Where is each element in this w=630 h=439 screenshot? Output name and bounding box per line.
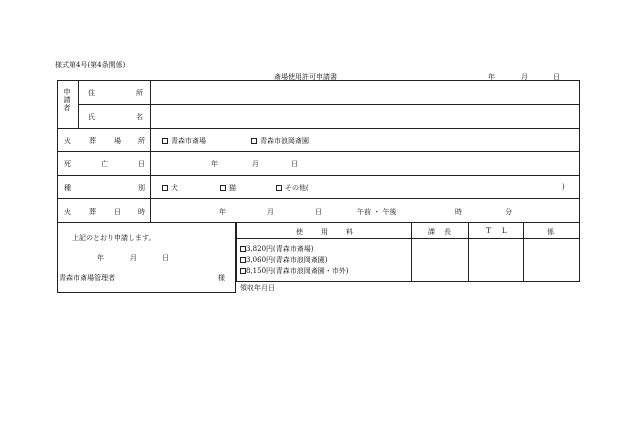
name-field[interactable] (152, 106, 578, 127)
death-day: 日 (291, 160, 298, 168)
cremation-place-label-2: 葬 (89, 137, 96, 145)
option-dog[interactable]: 犬 (162, 183, 178, 193)
cremation-place-label-3: 場 (114, 137, 121, 145)
fee-header-3: 料 (346, 228, 353, 236)
checkbox[interactable] (251, 138, 257, 144)
chief-label-1: 課 (428, 228, 435, 236)
death-date-label-1: 死 (64, 160, 71, 168)
kind-label-2: 別 (138, 184, 145, 192)
fee-header-2: 用 (321, 228, 328, 236)
fee-header-1: 使 (296, 228, 303, 236)
fee-item-3[interactable]: 8,150円(青森市浪岡斎園・市外) (240, 266, 349, 276)
cremation-month: 月 (267, 208, 274, 216)
cremation-day: 日 (315, 208, 322, 216)
cremation-dt-label-4: 時 (138, 208, 145, 216)
cremation-place-label-4: 所 (138, 137, 145, 145)
death-year: 年 (211, 160, 218, 168)
option-cat[interactable]: 猫 (220, 183, 236, 193)
death-date-label-2: 亡 (101, 160, 108, 168)
col-divider (523, 222, 524, 282)
tl-label-1: T (486, 227, 491, 235)
address-label-1: 住 (88, 89, 95, 97)
name-label-1: 氏 (88, 113, 95, 121)
checkbox[interactable] (162, 185, 168, 191)
name-label-2: 名 (136, 113, 143, 121)
cremation-dt-label-2: 葬 (89, 208, 96, 216)
option-aomori-saijo[interactable]: 青森市斎場 (162, 136, 206, 146)
kind-label-1: 種 (64, 184, 71, 192)
form-title: 斎場使用許可申請書 (274, 73, 337, 81)
chief-label-2: 長 (444, 228, 451, 236)
fee-item-2[interactable]: 3,060円(青森市浪岡斎園) (240, 255, 328, 265)
header-month: 月 (521, 73, 528, 81)
cremation-dt-label-3: 日 (114, 208, 121, 216)
request-month: 月 (130, 254, 137, 262)
staff-label: 係 (547, 228, 554, 236)
header-day: 日 (553, 73, 560, 81)
cremation-minute: 分 (505, 208, 512, 216)
applicant-label: 申請者 (63, 88, 71, 112)
address-label-2: 所 (136, 89, 143, 97)
addressee-sama: 様 (218, 274, 225, 282)
cremation-place-label-1: 火 (64, 137, 71, 145)
checkbox[interactable] (276, 185, 282, 191)
col-divider (468, 222, 469, 282)
cremation-hour: 時 (455, 208, 462, 216)
death-month: 月 (252, 160, 259, 168)
row-divider (78, 104, 580, 105)
row-divider (57, 198, 580, 199)
addressee: 青森市斎場管理者 (59, 274, 115, 282)
form-reference: 様式第4号(第4条関係) (55, 61, 126, 69)
request-text: 上記のとおり申請します。 (72, 234, 156, 242)
row-divider (57, 128, 580, 129)
col-divider (78, 80, 79, 128)
ampm-choice[interactable]: 午前 ・ 午後 (357, 208, 397, 216)
row-divider (57, 175, 580, 176)
header-year: 年 (488, 73, 495, 81)
checkbox[interactable] (162, 138, 168, 144)
fee-item-1[interactable]: 3,820円(青森市斎場) (240, 244, 314, 254)
request-day: 日 (162, 254, 169, 262)
cremation-dt-label-1: 火 (64, 208, 71, 216)
fee-header-divider (236, 238, 580, 239)
col-divider (411, 222, 412, 282)
death-date-label-3: 日 (138, 160, 145, 168)
request-year: 年 (97, 254, 104, 262)
cremation-year: 年 (219, 208, 226, 216)
option-namioka-saien[interactable]: 青森市浪岡斎園 (251, 136, 309, 146)
option-other[interactable]: その他( (276, 183, 309, 193)
row-divider (57, 151, 580, 152)
receipt-date-label: 領収年月日 (240, 284, 275, 292)
close-paren: ) (562, 183, 565, 191)
col-divider (150, 80, 151, 223)
checkbox[interactable] (220, 185, 226, 191)
address-field[interactable] (152, 82, 578, 103)
tl-label-2: L (502, 227, 507, 235)
